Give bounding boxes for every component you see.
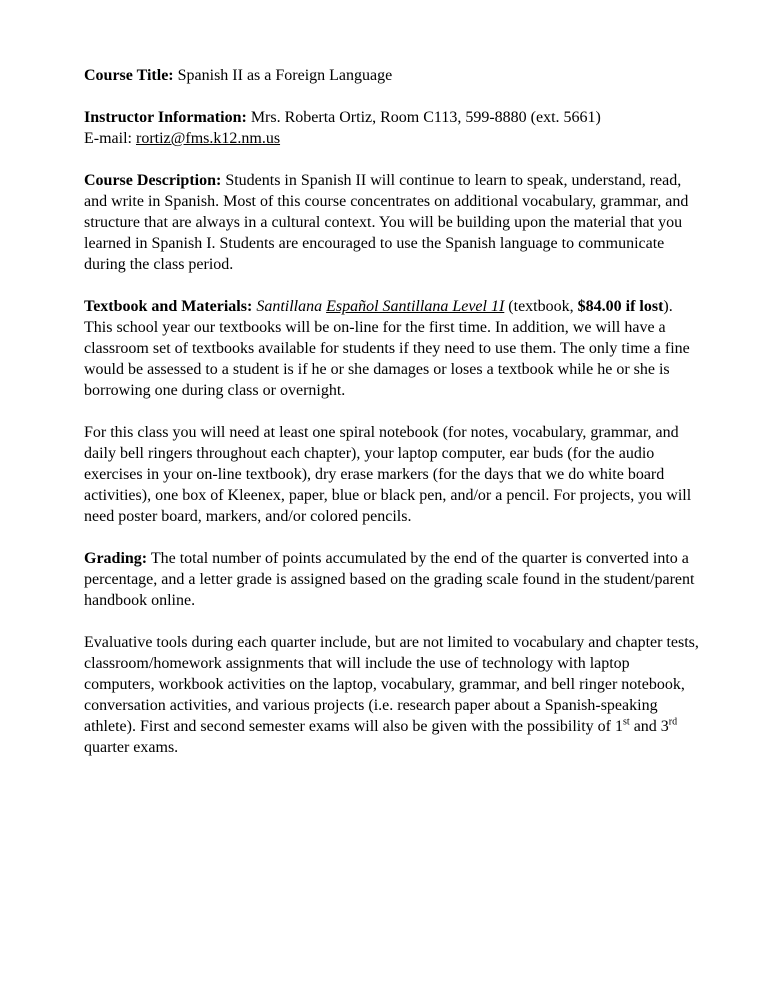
evaluative-end: quarter exams. bbox=[84, 739, 179, 756]
textbook-paragraph bbox=[84, 296, 704, 401]
textbook-text: This school year our textbooks will be on-line for the first time. In addition, we will have a classroom set of textbooks available for students if they need to use them. The only time a fine would be assessed to a student is if he or she damages or loses a textbook while he or she is borrowing one during class or overnight. bbox=[84, 319, 690, 399]
evaluative-paragraph bbox=[84, 632, 704, 758]
textbook-paren-open: (textbook, bbox=[504, 298, 578, 315]
course-description-label: Course Description: bbox=[84, 172, 222, 189]
evaluative-text: Evaluative tools during each quarter include, but are not limited to vocabulary and chapter tests, classroom/homework assignments that will include the use of technology with laptop computers, workbook activities on the laptop, vocabulary, grammar, and bell ringer notebook, conversation activities, and various projects (i.e. research paper about a Spanish-speaking athlete). First and second semester exams will also be given with the possibility of 1 bbox=[84, 634, 699, 735]
evaluative-mid: and 3 bbox=[629, 718, 669, 735]
course-description-paragraph bbox=[84, 170, 704, 275]
email-label: E-mail: bbox=[84, 130, 136, 147]
grading-paragraph bbox=[84, 548, 704, 611]
course-title-label: Course Title: bbox=[84, 67, 174, 84]
instructor-paragraph bbox=[84, 107, 704, 149]
superscript-st: st bbox=[623, 716, 630, 728]
textbook-publisher: Santillana bbox=[256, 298, 323, 315]
instructor-label: Instructor Information: bbox=[84, 109, 247, 126]
instructor-value: Mrs. Roberta Ortiz, Room C113, 599-8880 (ext. 5661) bbox=[246, 109, 601, 126]
materials-paragraph bbox=[84, 422, 704, 527]
grading-label: Grading: bbox=[84, 550, 148, 567]
materials-text: For this class you will need at least one spiral notebook (for notes, vocabulary, grammar, and daily bell ringers throughout each chapter), your laptop computer, ear buds (for the audio exercises in your on-line textbook), dry erase markers (for the days that we do white board activities), one box of Kleenex, paper, blue or black pen, and/or a pencil. For projects, you will need poster board, markers, and/or colored pencils. bbox=[84, 424, 692, 525]
textbook-lost-price: $84.00 if lost bbox=[577, 298, 664, 315]
email-line bbox=[84, 128, 704, 149]
syllabus-content bbox=[84, 65, 704, 779]
email-link[interactable]: rortiz@fms.k12.nm.us bbox=[135, 130, 281, 147]
textbook-paren-close: ). bbox=[663, 298, 673, 315]
textbook-label: Textbook and Materials: bbox=[84, 298, 253, 315]
course-title-paragraph bbox=[84, 65, 704, 86]
superscript-rd: rd bbox=[668, 716, 678, 728]
course-description-text: Students in Spanish II will continue to learn to speak, understand, read, and write in Spanish. Most of this course concentrates on additional vocabulary, grammar, and structure that are always in a cultural context. You will be building upon the material that you learned in Spanish I. Students are encouraged to use the Spanish language to communicate during the class period. bbox=[84, 172, 689, 273]
textbook-title: Español Santillana Level 1I bbox=[326, 298, 505, 315]
course-title-value: Spanish II as a Foreign Language bbox=[173, 67, 393, 84]
grading-text: The total number of points accumulated by the end of the quarter is converted into a percentage, and a letter grade is assigned based on the grading scale found in the student/parent handbook online. bbox=[84, 550, 695, 609]
